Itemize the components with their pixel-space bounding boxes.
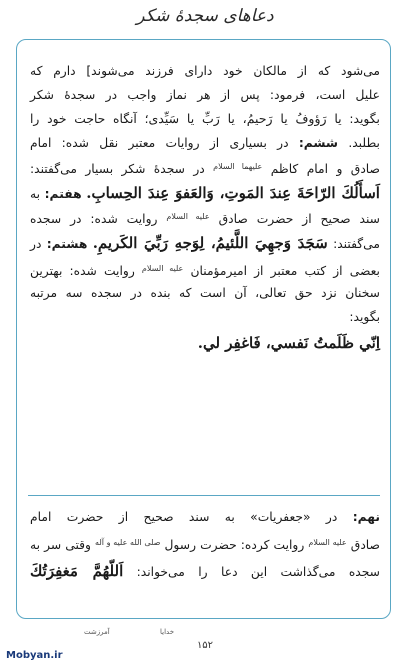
text-line-14: صادق $^{علیه السلام}$ روایت کرده: حضرت رسول $^{صلی الله علیه و آله}$ وقتی سر به [30,538,380,552]
text-line-7: سند صحیح از حضرت صادق $^{علیه السلام}$ روایت شده: در سجده [30,212,380,226]
text-line-9: بعضی از کتب معتبر از امیرمؤمنان $^{علیه السلام}$ روایت شده: بهترین [30,264,380,278]
page-number: ۱۵۲ [196,640,214,651]
text-line-11: بگوید: [349,310,380,324]
text-line-15: سجده می‌گذاشت این دعا را می‌خواند: اَللّهُمَّ مَغفِرَتُكَ [30,562,380,580]
text-line-1: می‌شود که از مالکان خود دارای فرزند می‌شوند] دارم که [30,64,380,78]
arabic-supplication: سَجَدَ وَجهِيَ اللَّئيمُ، لِوَجهِ رَبِّيَ الكَريمِ. [92,234,328,252]
section-label-sixth: ششم: [298,136,339,150]
honorific-mark: علیه السلام [166,212,210,221]
arabic-supplication: اَللّهُمَّ مَغفِرَتُكَ [30,562,124,580]
text-line-12 [30,331,380,355]
text-line-6: اَسأَلُكَ الرّاحَةَ عِندَ المَوتِ، وَالعَفوَ عِندَ الحِسابِ. هفتم: به [30,184,380,202]
text-line-4: بطلبد. ششم: در بسیاری از روایات معتبر نقل شده: امام [30,136,380,150]
footnote-right: خدایا [160,628,175,636]
honorific-mark: صلی الله علیه و آله [95,538,161,547]
text-line-2: علیل است، فرمود: پس از هر نماز واجب در سجدهٔ شکر [30,88,380,102]
arabic-phrase: یا رَؤوفُ یا رَحیمُ، یا رَبِّ یا سَیِّدی [148,111,342,126]
section-divider [28,495,380,496]
text-line-8: می‌گفتند: سَجَدَ وَجهِيَ اللَّئيمُ، لِوَجهِ رَبِّيَ الكَريمِ. هشتم: در [30,234,380,252]
section-label-ninth: نهم: [352,510,380,524]
section-label-seventh: هفتم: [44,187,82,201]
footnote-left: آمرزشت [84,628,110,636]
section-label-eighth: هشتم: [46,237,88,251]
text-line-13: نهم: در «جعفریات» به سند صحیح از حضرت امام [30,510,380,524]
arabic-supplication: اِنّي ظَلَمتُ نَفسي، فَاغفِر لي. [197,334,380,352]
watermark-text: Mobyan.ir [6,650,63,661]
text-line-3: بگوید: یا رَؤوفُ یا رَحیمُ، یا رَبِّ یا سَیِّدی؛ آنگاه حاجت خود را [30,111,380,126]
arabic-supplication: اَسأَلُكَ الرّاحَةَ عِندَ المَوتِ، وَالعَفوَ عِندَ الحِسابِ. [86,184,380,202]
honorific-mark: علیه السلام [141,264,184,273]
text-line-10: سخنان نزد حق تعالی، آن است که بنده در سجده سه مرتبه [30,286,380,300]
page-header-title: دعاهای سجدهٔ شکر [136,6,274,26]
text-line-5: صادق و امام کاظم $^{علیهما السلام}$ در سجدهٔ شکر بسیار می‌گفتند: [30,162,380,176]
honorific-mark: علیه السلام [308,538,347,547]
honorific-mark: علیهما السلام [213,162,263,171]
